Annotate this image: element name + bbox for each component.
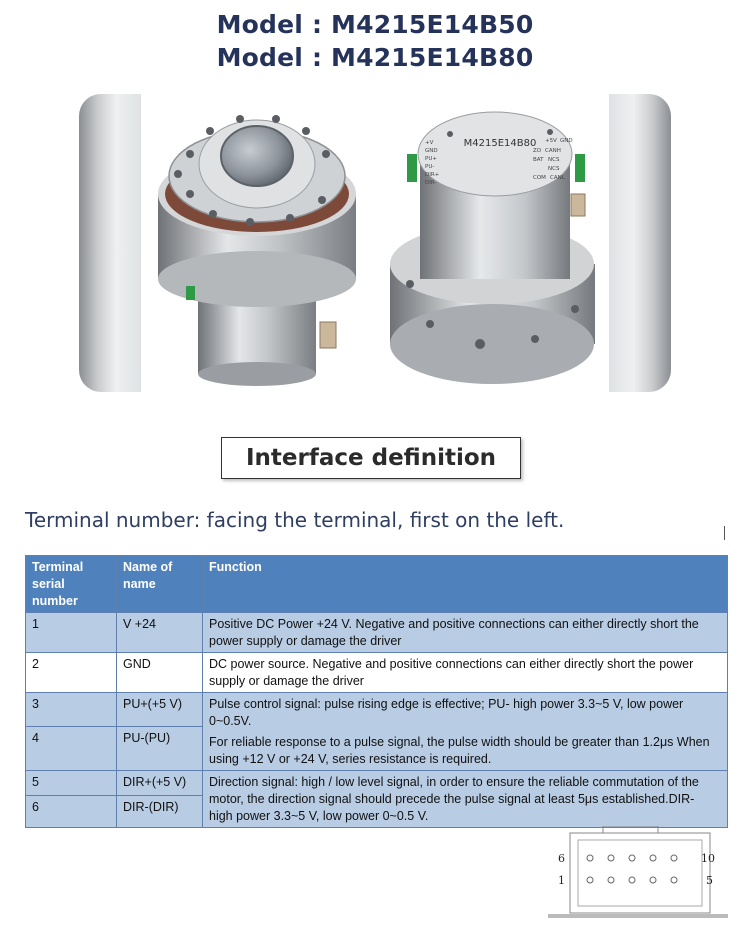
terminal-function: Positive DC Power +24 V. Negative and positive connections can either directly short the power supply or damage the driver <box>203 613 728 653</box>
product-label-model: M4215E14B80 <box>463 138 537 149</box>
model-title-2: Model : M4215E14B80 <box>216 43 534 72</box>
label-term-zo: ZO <box>533 148 542 154</box>
divider-tick <box>724 526 725 540</box>
label-term-dir-minus: DIR- <box>425 180 437 186</box>
direction-function: Direction signal: high / low level signal, in order to ensure the reliable commutation of the motor, the direction signal should precede the pulse signal at least 5μs established.DIR- high power 3.3~5 V, low power 0~0.5 V. <box>203 771 728 828</box>
connector-pinout-diagram <box>548 826 728 921</box>
terminal-name: GND <box>117 653 203 693</box>
header-terminal-serial: Terminal serial number <box>26 556 117 613</box>
label-term-ncs: NCS <box>548 157 560 163</box>
terminal-name: DIR-(DIR) <box>117 796 203 828</box>
terminal-number: 5 <box>26 771 117 796</box>
label-term-canl: CANL <box>550 175 565 181</box>
label-term-dir-plus: DIR+ <box>425 172 440 178</box>
pulse-function <box>203 693 728 771</box>
terminal-note: Terminal number: facing the terminal, first on the left. <box>25 508 565 532</box>
interface-table <box>25 555 728 828</box>
background-photo-right <box>609 94 671 392</box>
label-term-canh: CANH <box>545 148 561 154</box>
pin-label-6: 6 <box>558 852 565 865</box>
pin-label-10: 10 <box>701 852 715 865</box>
label-term-v: +V <box>425 140 434 146</box>
table-row <box>26 653 728 693</box>
label-term-com: COM <box>533 175 546 181</box>
terminal-number: 2 <box>26 653 117 693</box>
label-term-pu-minus: PU- <box>425 164 435 170</box>
terminal-number: 6 <box>26 796 117 828</box>
terminal-name: V +24 <box>117 613 203 653</box>
label-term-gnd: GND <box>425 148 438 154</box>
terminal-name: PU+(+5 V) <box>117 693 203 727</box>
motor-photo-front <box>150 94 365 392</box>
terminal-number: 4 <box>26 727 117 771</box>
table-row <box>26 693 728 727</box>
background-photo-left <box>79 94 141 392</box>
model-title-1: Model : M4215E14B50 <box>216 10 534 39</box>
table-row <box>26 613 728 653</box>
header-name: Name of name <box>117 556 203 613</box>
connector-latch <box>603 826 658 833</box>
table-header-row <box>26 556 728 613</box>
terminal-name: PU-(PU) <box>117 727 203 771</box>
motor-photo-back <box>385 94 600 392</box>
label-term-gnd-r: GND <box>560 138 573 144</box>
section-title: Interface definition <box>221 437 521 479</box>
table-row <box>26 771 728 796</box>
terminal-name: DIR+(+5 V) <box>117 771 203 796</box>
pin-label-1: 1 <box>558 874 565 887</box>
terminal-function: DC power source. Negative and positive connections can either directly short the power supply or damage the driver <box>203 653 728 693</box>
terminal-number: 1 <box>26 613 117 653</box>
label-term-bat: BAT <box>533 157 544 163</box>
pin-label-5: 5 <box>706 874 713 887</box>
connector-housing <box>570 833 710 913</box>
terminal-number: 3 <box>26 693 117 727</box>
label-term-ncs-2: NCS <box>548 166 560 172</box>
header-function: Function <box>203 556 728 613</box>
pulse-function-text-2: For reliable response to a pulse signal, the pulse width should be greater than 1.2μs When using +12 V or +24 V, series resistance is required. <box>209 735 710 766</box>
pulse-function-text-1: Pulse control signal: pulse rising edge is effective; PU- high power 3.3~5 V, low power 0~0.5V. <box>209 697 684 728</box>
label-term-pu-plus: PU+ <box>425 156 437 162</box>
label-term-5v: +5V <box>545 138 557 144</box>
